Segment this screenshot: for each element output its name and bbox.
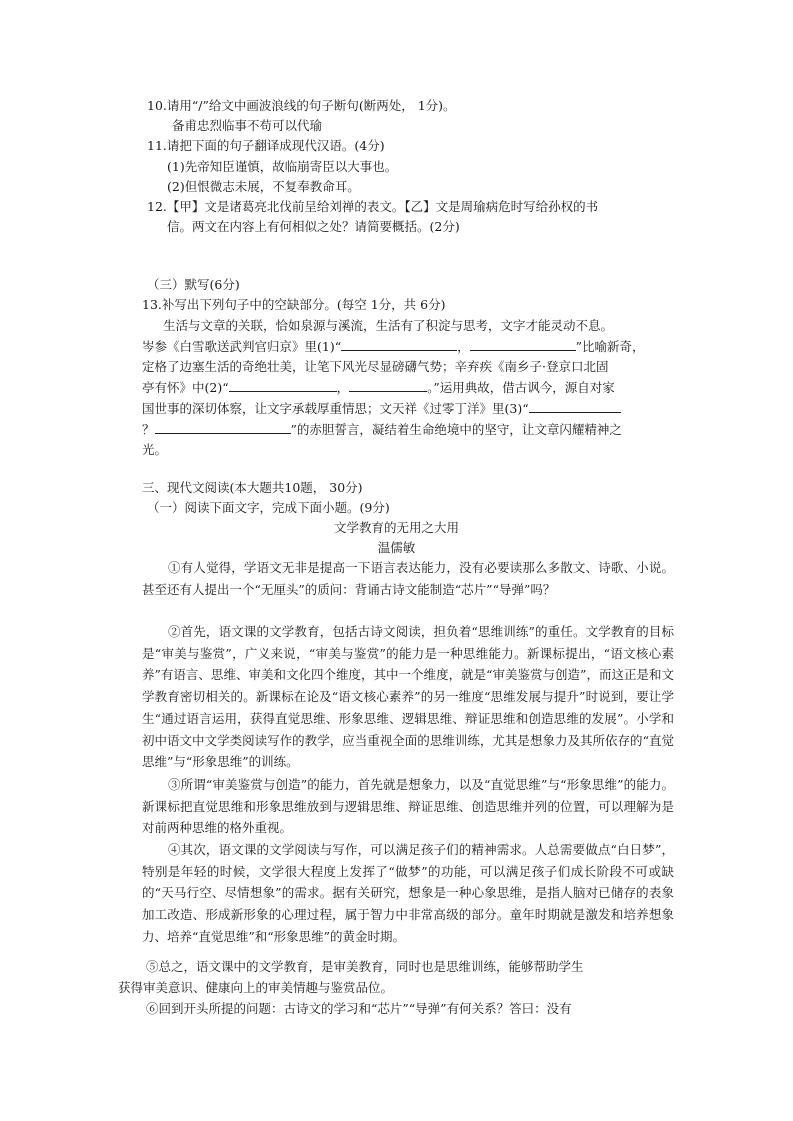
- question-12: 12.【甲】文是诸葛亮北伐前呈给刘禅的表文。【乙】文是周瑜病危时写给孙权的书: [147, 199, 599, 214]
- question-11: 11.请把下面的句子翻译成现代汉语。(4分): [147, 138, 385, 153]
- dictation-text: 国世事的深切体察，让文字承载厚重情思；文天祥《过零丁洋》里(3)“: [142, 401, 529, 416]
- section-modern-sub: （一）阅读下面文字，完成下面小题。(9分): [147, 500, 390, 515]
- paragraph-6-line-1: ⑥回到开头所提的问题：古诗文的学习和“芯片”“导弹”有何关系？答曰：没有: [146, 1001, 572, 1016]
- answer-blank-1a[interactable]: [341, 338, 457, 351]
- dictation-text: 岑参《白雪歌送武判官归京》里(1)“: [142, 339, 342, 354]
- article-title: 文学教育的无用之大用: [333, 520, 459, 535]
- dictation-line-7: 光。: [142, 442, 168, 457]
- answer-blank-3b[interactable]: [155, 421, 291, 434]
- dictation-line-4: [142, 379, 615, 397]
- dictation-text: ？: [142, 422, 155, 437]
- paragraph-2: ②首先，语文课的文学教育，包括古诗文阅读，担负着“思维训练”的重任。文学教育的目标是“审美与鉴赏”，广义来说，“审美与鉴赏”的能力是一种思维能力。新课标提出，“语文核心素养”有语言、思维、审美和文化四个维度，其中一个维度，就是“审美鉴赏与创造”，而这正是和文学教育密切相关的。新课标在论及“语文核心素养”的另一维度“思维发展与提升”时说到，要让学生“通过语言运用，获得直觉思维、形象思维、逻辑思维、辩证思维和创造思维的发展”。小学和初中语文中文学类阅读写作的教学，应当重视全面的思维训练，尤其是想象力及其所依存的“直觉思维”与“形象思维”的训练。: [142, 624, 674, 770]
- dictation-text: 亭有怀》中(2)“: [142, 380, 229, 395]
- answer-blank-3a[interactable]: [529, 400, 621, 413]
- dictation-line-1: 生活与文章的关联，恰如泉源与溪流，生活有了积淀与思考，文字才能灵动不息。: [163, 318, 614, 333]
- answer-blank-2b[interactable]: [349, 379, 427, 392]
- translate-item-1: (1)先帝知臣谨慎，故临崩寄臣以大事也。: [167, 159, 398, 174]
- answer-blank-1b[interactable]: [470, 338, 576, 351]
- question-10: 10.请用“/”给文中画波浪线的句子断句(断两处， 1分)。: [147, 98, 456, 113]
- paragraph-3: ③所谓“审美鉴赏与创造”的能力，首先就是想象力，以及“直觉思维”与“形象思维”的能力。新课标把直觉思维和形象思维放到与逻辑思维、辩证思维、创造思维并列的位置，可以理解为是对前两种思维的格外重视。: [142, 777, 674, 836]
- dictation-text: ，: [336, 380, 350, 395]
- section-dictation-heading: （三）默写(6分): [147, 277, 240, 292]
- paragraph-1: ①有人觉得，学语文无非是提高一下语言表达能力，没有必要读那么多散文、诗歌、小说。甚至还有人提出一个“无厘头”的质问：背诵古诗文能制造“芯片”“导弹”吗？: [142, 560, 674, 597]
- question-12-cont: 信。两文在内容上有何相似之处？请简要概括。(2分): [167, 219, 460, 234]
- dictation-text: ，: [457, 339, 470, 354]
- dictation-line-3: 定格了边塞生活的奇绝壮美，让笔下风光尽显磅礴气势；辛弃疾《南乡子·登京口北固: [142, 359, 609, 374]
- dictation-line-6: [142, 421, 622, 439]
- paragraph-5-line-2: 获得审美意识、健康向上的审美情趣与鉴赏品位。: [118, 980, 394, 995]
- section-modern-heading: 三、现代文阅读(本大题共10题， 30分): [142, 480, 363, 495]
- article-author: 温儒敏: [377, 540, 416, 555]
- answer-blank-2a[interactable]: [229, 379, 337, 392]
- paragraph-5-line-1: ⑤总之，语文课中的文学教育，是审美教育，同时也是思维训练，能够帮助学生: [146, 959, 584, 974]
- dictation-text: ”的赤胆誓言，凝结着生命绝境中的坚守，让文章闪耀精神之: [290, 422, 622, 437]
- translate-item-2: (2)但恨微志未展，不复奉教命耳。: [167, 179, 360, 194]
- dictation-text: 。”运用典故，借古讽今，源自对家: [427, 380, 615, 395]
- question-13: 13.补写出下列句子中的空缺部分。(每空 1分，共 6分): [142, 297, 446, 312]
- dictation-line-2: [142, 338, 645, 356]
- dictation-line-5: [142, 400, 621, 418]
- paragraph-4: ④其次，语文课的文学阅读与写作，可以满足孩子们的精神需求。人总需要做点“白日梦”，特别是年轻的时候，文学很大程度上发挥了“做梦”的功能，可以满足孩子们成长阶段不可或缺的“天马行空、尽情想象”的需求。据有关研究，想象是一种心象思维，是指人脑对已储存的表象加工改造、形成新形象的心理过程，属于智力中非常高级的部分。童年时期就是激发和培养想象力、培养“直觉思维”和“形象思维”的黄金时期。: [142, 842, 674, 944]
- dictation-text: ”比喻新奇，: [575, 339, 645, 354]
- wavy-sentence: 备甫忠烈临事不苟可以代瑜: [172, 118, 323, 133]
